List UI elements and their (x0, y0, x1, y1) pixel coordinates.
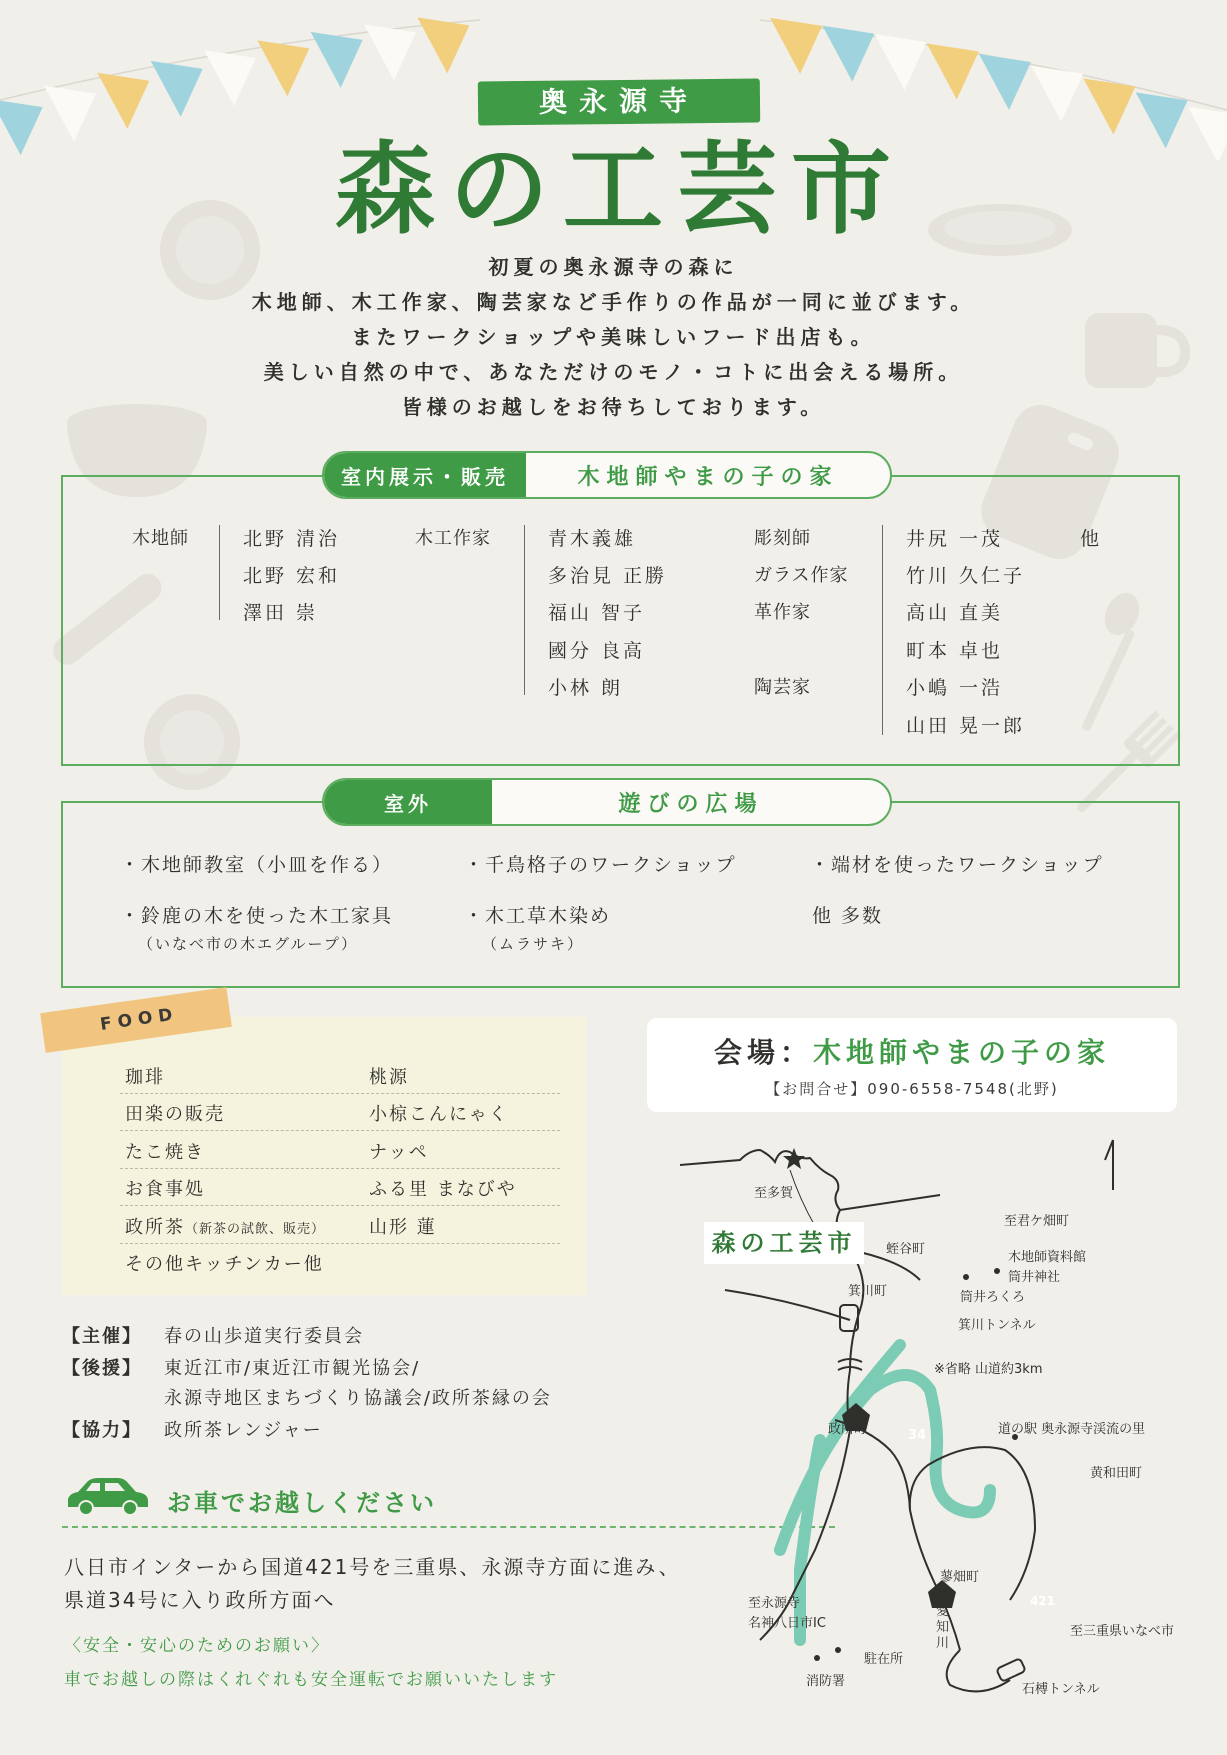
artisan-name: 竹川 久仁子 (906, 565, 1026, 587)
subtitle-banner: 奥永源寺 (478, 79, 760, 126)
river-label: 知 (936, 1620, 950, 1635)
artisan-name: 國分 良高 (548, 640, 646, 662)
cup-icon (1080, 305, 1190, 395)
bunting-flag (257, 40, 309, 96)
map-label: 木地師資料館 (1008, 1250, 1087, 1265)
activity-item: ・端材を使ったワークショップ (810, 854, 1104, 876)
intro-line: またワークショップや美味しいフード出店も。 (351, 325, 876, 349)
map-label: 政所町 (828, 1422, 868, 1437)
divider (120, 1093, 560, 1094)
car-icon (62, 1477, 152, 1519)
food-tag: FOOD (40, 987, 232, 1053)
organizer-text: 政所茶レンジャー (164, 1420, 323, 1441)
bunting-flag (97, 73, 149, 129)
map-label: 蓼畑町 (940, 1570, 980, 1585)
bunting-flag (1031, 66, 1083, 122)
artisan-name: 町本 卓也 (906, 640, 1004, 662)
artisan-name: 高山 直美 (906, 602, 1004, 624)
artisan-name: 青木義雄 (548, 528, 637, 550)
food-item: お食事処 (125, 1179, 205, 1200)
outdoor-tab-title: 遊びの広場 (618, 791, 764, 817)
others-label: 他 (1080, 528, 1103, 550)
map-label: 至君ケ畑町 (1004, 1214, 1070, 1229)
artisan-name: 北野 清治 (243, 528, 341, 550)
map-label: 至多賀 (754, 1186, 794, 1201)
role-label: 木地師 (132, 528, 189, 549)
venue-card (647, 1018, 1177, 1112)
divider (219, 525, 220, 620)
map-label: 至三重県いなべ市 (1070, 1624, 1175, 1639)
outdoor-tab-label: 室外 (324, 780, 492, 824)
venue-contact: 【お問合せ】090-6558-7548(北野) (765, 1080, 1059, 1098)
artisan-name: 福山 智子 (548, 602, 646, 624)
directions-line: 八日市インターから国道421号を三重県、永源寺方面に進み、 (64, 1555, 681, 1579)
map-label: 箕川町 (848, 1284, 888, 1299)
activity-item: ・木地師教室（小皿を作る） (120, 854, 394, 876)
artisan-name: 山田 晃一郎 (906, 715, 1026, 737)
food-item: 桃源 (369, 1067, 409, 1088)
bunting-flag (979, 54, 1031, 110)
bunting-flag (0, 99, 43, 155)
food-item: 山形 蓮 (369, 1217, 437, 1238)
bunting-flag (151, 61, 203, 117)
map-label: 蛭谷町 (886, 1242, 926, 1257)
organizer-text: 永源寺地区まちづくり協議会/政所茶縁の会 (164, 1388, 552, 1409)
artisan-name: 小林 朗 (548, 677, 624, 699)
indoor-tab-label: 室内展示・販売 (324, 453, 526, 497)
divider (120, 1130, 560, 1131)
food-item (125, 1213, 325, 1239)
route-421-label: 421 (1030, 1594, 1056, 1608)
map-event-badge: 森の工芸市 (704, 1222, 864, 1264)
food-item: ナッペ (369, 1142, 429, 1163)
map-label: 箕川トンネル (958, 1318, 1036, 1333)
divider (120, 1205, 560, 1206)
bunting-flag (1136, 92, 1188, 148)
route-34-label: 34 (908, 1428, 927, 1443)
map-label: 筒井神社 (1008, 1270, 1061, 1285)
intro-line: 美しい自然の中で、あなただけのモノ・コトに出会える場所。 (263, 360, 964, 384)
map-label: 消防署 (806, 1674, 846, 1689)
artisan-name: 澤田 崇 (243, 602, 319, 624)
food-item: たこ焼き (125, 1142, 205, 1163)
page-title: 森の工芸市 (335, 131, 905, 248)
food-item: その他キッチンカー他 (125, 1254, 324, 1275)
map-label: 名神八日市IC (748, 1616, 826, 1631)
role-label: 木工作家 (415, 528, 491, 549)
map-label: 至永源寺 (748, 1596, 801, 1611)
organizer-label: 【主催】 (62, 1326, 142, 1347)
venue-label: 会場： (713, 1036, 813, 1069)
intro-line: 初夏の奥永源寺の森に (488, 255, 739, 279)
indoor-tab (322, 451, 892, 499)
divider (120, 1243, 560, 1244)
venue-name: 木地師やまの子の家 (813, 1036, 1111, 1069)
outdoor-section (61, 801, 1180, 988)
intro-text (150, 250, 1077, 425)
bunting-flag (875, 34, 927, 90)
organizer-text: 春の山歩道実行委員会 (164, 1326, 364, 1347)
role-label: 革作家 (754, 602, 811, 623)
role-label: ガラス作家 (754, 565, 849, 586)
food-item: ふる里 まなびや (369, 1179, 517, 1200)
safety-text: 車でお越しの際はくれぐれも安全運転でお願いいたします (64, 1670, 558, 1690)
intro-line: 皆様のお越しをお待ちしております。 (401, 395, 826, 419)
map-label: 石榑トンネル (1022, 1682, 1100, 1697)
food-item: 小椋こんにゃく (369, 1104, 509, 1125)
divider (120, 1168, 560, 1169)
divider (524, 525, 525, 695)
bunting-flag (770, 18, 822, 74)
role-label: 彫刻師 (754, 528, 811, 549)
organizer-text: 東近江市/東近江市観光協会/ (164, 1358, 421, 1379)
directions-line: 県道34号に入り政所方面へ (64, 1588, 336, 1612)
food-item-note: （新茶の試飲、販売） (185, 1222, 326, 1237)
intro-line: 木地師、木工作家、陶芸家など手作りの作品が一同に並びます。 (251, 290, 976, 314)
artisan-name: 多治見 正勝 (548, 565, 668, 587)
map-label: 黄和田町 (1090, 1466, 1143, 1481)
map-label: 筒井ろくろ (960, 1290, 1026, 1305)
bunting-flag (364, 24, 416, 80)
activity-item: 他 多数 (812, 905, 884, 927)
venue-title (647, 1031, 1177, 1071)
outdoor-tab (322, 778, 892, 826)
role-label: 陶芸家 (754, 677, 811, 698)
artisan-name: 小嶋 一浩 (906, 677, 1004, 699)
bunting-flag (311, 32, 363, 88)
artisan-name: 井尻 一茂 (906, 528, 1004, 550)
organizer-label: 【協力】 (62, 1420, 142, 1441)
bunting-flag (44, 86, 96, 142)
map-label: 道の駅 奥永源寺渓流の里 (998, 1422, 1146, 1437)
divider (882, 525, 883, 735)
indoor-tab-venue: 木地師やまの子の家 (577, 464, 839, 490)
bunting-flag (1188, 107, 1227, 160)
food-item: 田楽の販売 (125, 1104, 225, 1125)
river-label: 川 (936, 1636, 950, 1651)
activity-note: （ムラサキ） (482, 935, 585, 953)
organizer-label: 【後援】 (62, 1358, 142, 1379)
bunting-flag (1083, 79, 1135, 135)
food-item: 珈琲 (125, 1067, 165, 1088)
activity-item: ・千鳥格子のワークショップ (464, 854, 737, 876)
activity-note: （いなべ市の木エグループ） (138, 935, 358, 953)
map-label: 駐在所 (864, 1652, 904, 1667)
map-label: ※省略 山道約3km (934, 1362, 1043, 1377)
bunting-flag (204, 50, 256, 106)
food-item-label: 政所茶 (125, 1217, 185, 1238)
river-label: 愛 (936, 1604, 950, 1619)
activity-item: ・木工草木染め (464, 905, 612, 927)
safety-title: 〈安全・安心のためのお願い〉 (64, 1636, 330, 1656)
bunting-flag (927, 43, 979, 99)
bunting-flag (417, 17, 469, 73)
artisan-name: 北野 宏和 (243, 565, 341, 587)
car-title: お車でお越しください (167, 1489, 437, 1517)
bunting-flag (822, 26, 874, 82)
activity-item: ・鈴鹿の木を使った木工家具 (120, 905, 394, 927)
